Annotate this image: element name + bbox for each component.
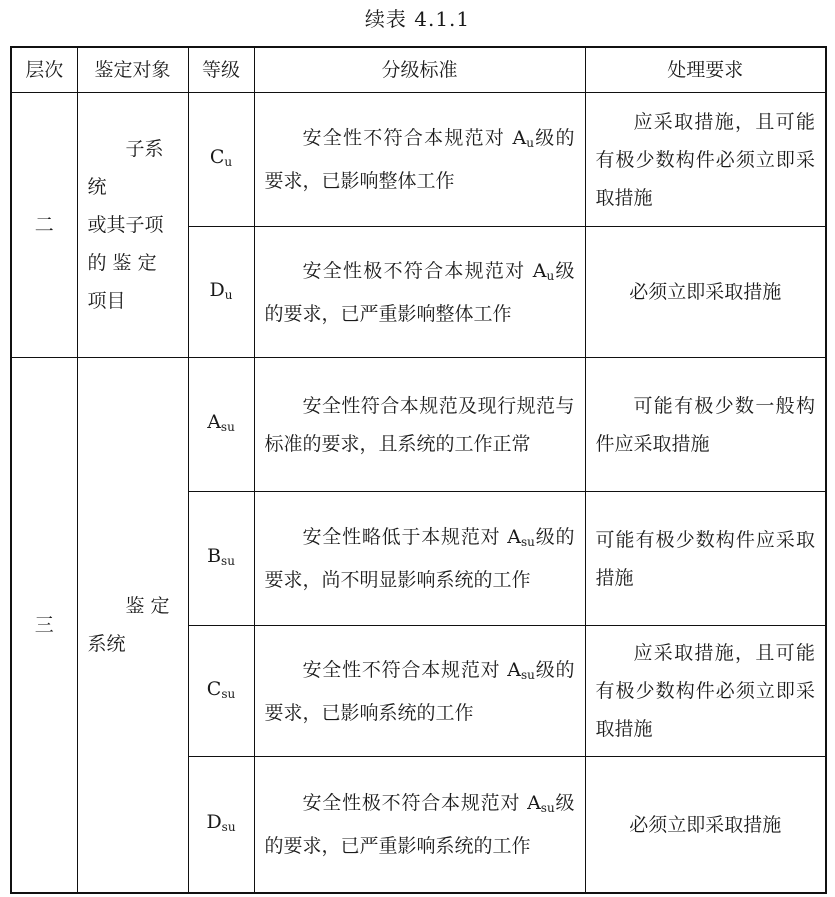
- object-text: 子系统: [87, 138, 164, 198]
- object-text: 项目: [87, 290, 126, 312]
- grade-cell: Bsu: [188, 492, 254, 626]
- header-object: 鉴定对象: [77, 47, 188, 93]
- object-text: 系统: [87, 633, 126, 655]
- grade-cell: Du: [188, 227, 254, 358]
- header-requirement: 处理要求: [585, 47, 826, 93]
- standard-cell: 安全性不符合本规范对 $A_{su}$级的要求，已影响系统的工作: [254, 626, 585, 757]
- table-row: [11, 93, 826, 227]
- table-caption: 续表 4.1.1: [364, 7, 471, 31]
- level-cell: 二: [11, 93, 77, 358]
- header-row: [11, 47, 826, 93]
- header-standard: 分级标准: [254, 47, 585, 93]
- standard-cell: 安全性符合本规范及现行规范与标准的要求，且系统的工作正常: [254, 358, 585, 492]
- requirement-cell: 必须立即采取措施: [585, 757, 826, 894]
- standard-cell: 安全性略低于本规范对 $A_{su}$级的要求，尚不明显影响系统的工作: [254, 492, 585, 626]
- object-cell: [77, 93, 188, 358]
- table-row: [11, 358, 826, 492]
- requirement-cell: 应采取措施，且可能有极少数构件必须立即采取措施: [585, 626, 826, 757]
- level-cell: 三: [11, 358, 77, 894]
- object-cell: [77, 358, 188, 894]
- grade-cell: Csu: [188, 626, 254, 757]
- object-text: 鉴 定: [125, 595, 170, 617]
- standard-cell: 安全性不符合本规范对 $A_u$级的要求，已影响整体工作: [254, 93, 585, 227]
- requirement-cell: 可能有极少数一般构件应采取措施: [585, 358, 826, 492]
- standard-cell: 安全性极不符合本规范对 $A_{su}$级的要求，已严重影响系统的工作: [254, 757, 585, 894]
- header-grade: 等级: [188, 47, 254, 93]
- header-level: 层次: [11, 47, 77, 93]
- requirement-cell: 可能有极少数构件应采取措施: [585, 492, 826, 626]
- object-text: 的 鉴 定: [87, 252, 157, 274]
- classification-table: [10, 46, 827, 894]
- requirement-cell: 必须立即采取措施: [585, 227, 826, 358]
- grade-cell: Dsu: [188, 757, 254, 894]
- standard-cell: 安全性极不符合本规范对 $A_u$级的要求，已严重影响整体工作: [254, 227, 585, 358]
- grade-cell: Cu: [188, 93, 254, 227]
- requirement-cell: 应采取措施，且可能有极少数构件必须立即采取措施: [585, 93, 826, 227]
- grade-cell: Asu: [188, 358, 254, 492]
- object-text: 或其子项: [87, 214, 164, 236]
